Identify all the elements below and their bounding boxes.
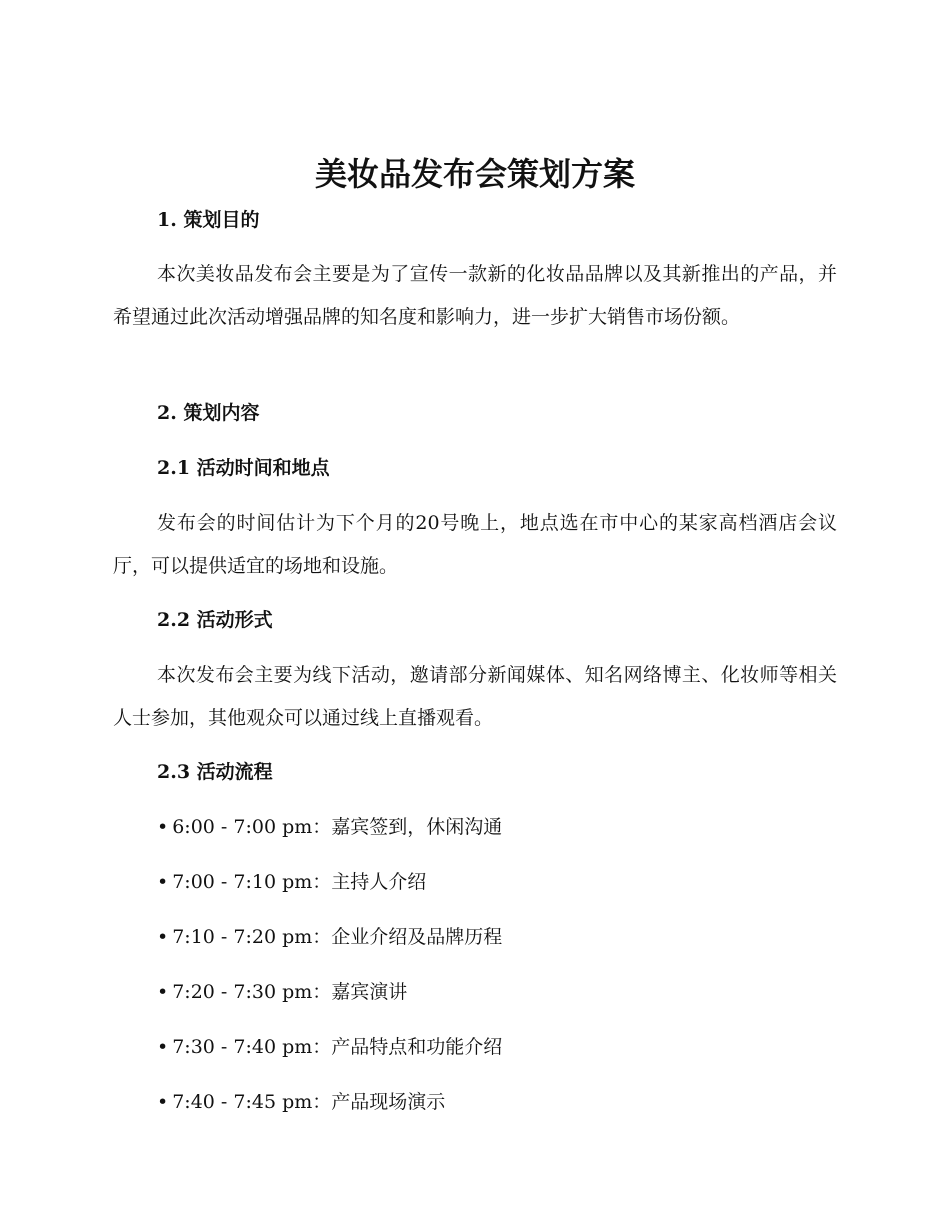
schedule-item (157, 812, 502, 842)
schedule-activity: 企业介绍及品牌历程 (331, 926, 503, 948)
section-heading-schedule: 2.3 活动流程 (157, 761, 273, 783)
section-heading-content: 2. 策划内容 (157, 402, 260, 424)
bullet-marker: • (157, 981, 169, 1003)
schedule-time: 7:10 - 7:20 pm： (172, 926, 332, 948)
schedule-activity: 嘉宾签到，休闲沟通 (331, 816, 503, 838)
section-heading-time-place: 2.1 活动时间和地点 (157, 457, 330, 479)
schedule-activity: 产品特点和功能介绍 (331, 1036, 503, 1058)
schedule-time: 6:00 - 7:00 pm： (172, 816, 332, 838)
section-body-format: 本次发布会主要为线下活动，邀请部分新闻媒体、知名网络博主、化妆师等相关人士参加，其他观众可以通过线上直播观看。 (113, 664, 837, 729)
schedule-item (157, 977, 407, 1007)
section-heading-purpose: 1. 策划目的 (157, 209, 260, 231)
schedule-item (157, 867, 426, 897)
section-heading-format: 2.2 活动形式 (157, 609, 273, 631)
schedule-item (157, 1032, 502, 1062)
bullet-marker: • (157, 1036, 169, 1058)
schedule-time: 7:20 - 7:30 pm： (172, 981, 332, 1003)
bullet-marker: • (157, 816, 169, 838)
schedule-item (157, 1087, 445, 1117)
bullet-marker: • (157, 1091, 169, 1113)
bullet-marker: • (157, 871, 169, 893)
schedule-item (157, 922, 502, 952)
section-body-time-place: 发布会的时间估计为下个月的20号晚上，地点选在市中心的某家高档酒店会议厅，可以提供适宜的场地和设施。 (113, 512, 837, 577)
schedule-activity: 主持人介绍 (331, 871, 427, 893)
schedule-time: 7:40 - 7:45 pm： (172, 1091, 332, 1113)
section-body-purpose: 本次美妆品发布会主要是为了宣传一款新的化妆品品牌以及其新推出的产品，并希望通过此次活动增强品牌的知名度和影响力，进一步扩大销售市场份额。 (113, 263, 837, 328)
schedule-activity: 产品现场演示 (331, 1091, 446, 1113)
document-title: 美妆品发布会策划方案 (314, 155, 635, 193)
bullet-marker: • (157, 926, 169, 948)
schedule-activity: 嘉宾演讲 (331, 981, 408, 1003)
schedule-time: 7:30 - 7:40 pm： (172, 1036, 332, 1058)
schedule-time: 7:00 - 7:10 pm： (172, 871, 332, 893)
